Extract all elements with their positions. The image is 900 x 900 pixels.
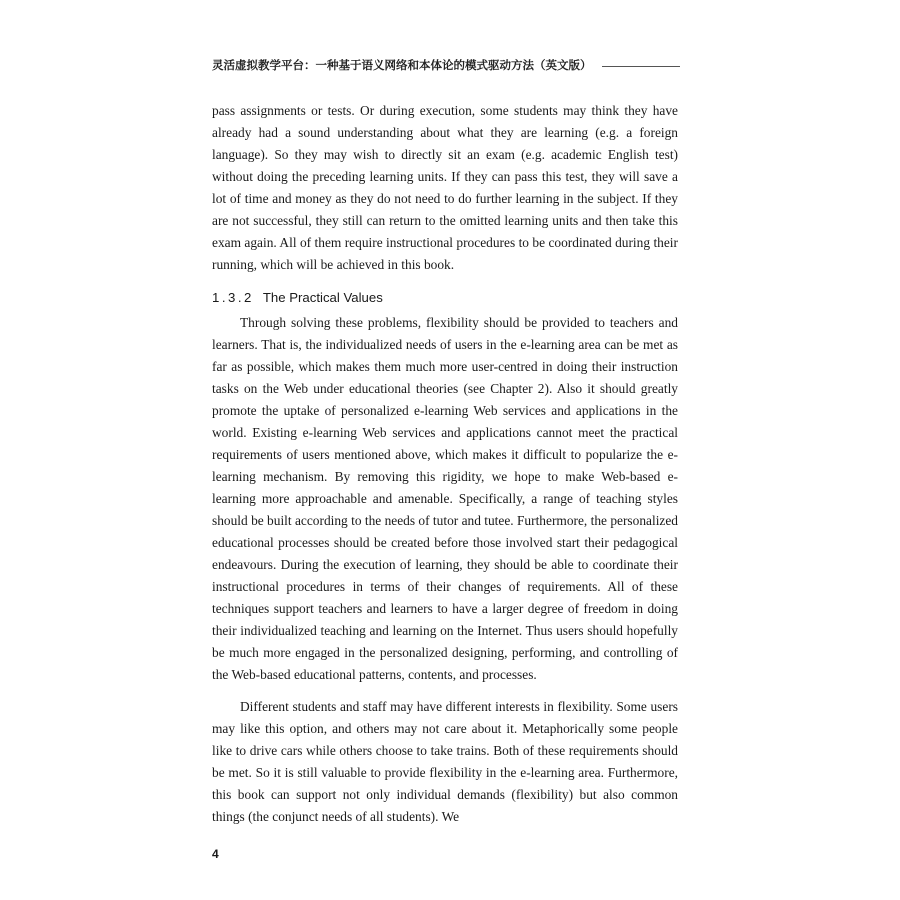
paragraph-continuation: pass assignments or tests. Or during execution, some students may think they have already had a sound understanding about what they are learning (e.g. a foreign language). So they may wish to directly sit an exam (e.g. academic English test) without doing the preceding learning units. If they can pass this test, they will save a lot of time and money as they do not need to do further learning in the subject. If they are not successful, they still can return to the omitted learning units and then take this exam again. All of them require instructional procedures to be coordinated during their running, which will be achieved in this book. <box>212 103 678 272</box>
paragraph-practical-values: Through solving these problems, flexibility should be provided to teachers and learners. That is, the individualized needs of users in the e-learning area can be met as far as possible, which makes them much more user-centred in doing their instruction tasks on the Web under educational theories (see Chapter 2). Also it should greatly promote the uptake of personalized e-learning Web services and applications in the world. Existing e-learning Web services and applications cannot meet the practical requirements of users mentioned above, which makes it difficult to popularize the e-learning mechanism. By removing this rigidity, we hope to make Web-based e-learning more approachable and amenable. Specifically, a range of teaching styles should be built according to the needs of tutor and tutee. Furthermore, the personalized educational processes should be created before those involved start their pedagogical endeavours. During the execution of learning, they should be able to coordinate their instructional procedures in terms of their changes of requirements. All of these techniques support teachers and learners to have a larger degree of freedom in doing their individualized teaching and learning on the Internet. Thus users should hopefully be much more engaged in the personalized designing, performing, and controlling of the Web-based educational patterns, contents, and processes. <box>212 315 678 682</box>
running-header <box>212 55 680 75</box>
section-heading <box>212 290 383 305</box>
page-number: 4 <box>212 847 219 861</box>
section-number: 1.3.2 <box>212 290 254 305</box>
section-title: The Practical Values <box>262 290 383 305</box>
running-header-title: 灵活虚拟教学平台：一种基于语义网络和本体论的模式驱动方法（英文版） <box>212 58 592 72</box>
header-rule <box>602 66 681 67</box>
paragraph-different-interests: Different students and staff may have different interests in flexibility. Some users may like this option, and others may not care about it. Metaphorically some people like to drive cars while others choose to take trains. Both of these requirements should be met. So it is still valuable to provide flexibility in the e-learning area. Furthermore, this book can support not only individual demands (flexibility) but also common things (the conjunct needs of all students). We <box>212 699 678 824</box>
